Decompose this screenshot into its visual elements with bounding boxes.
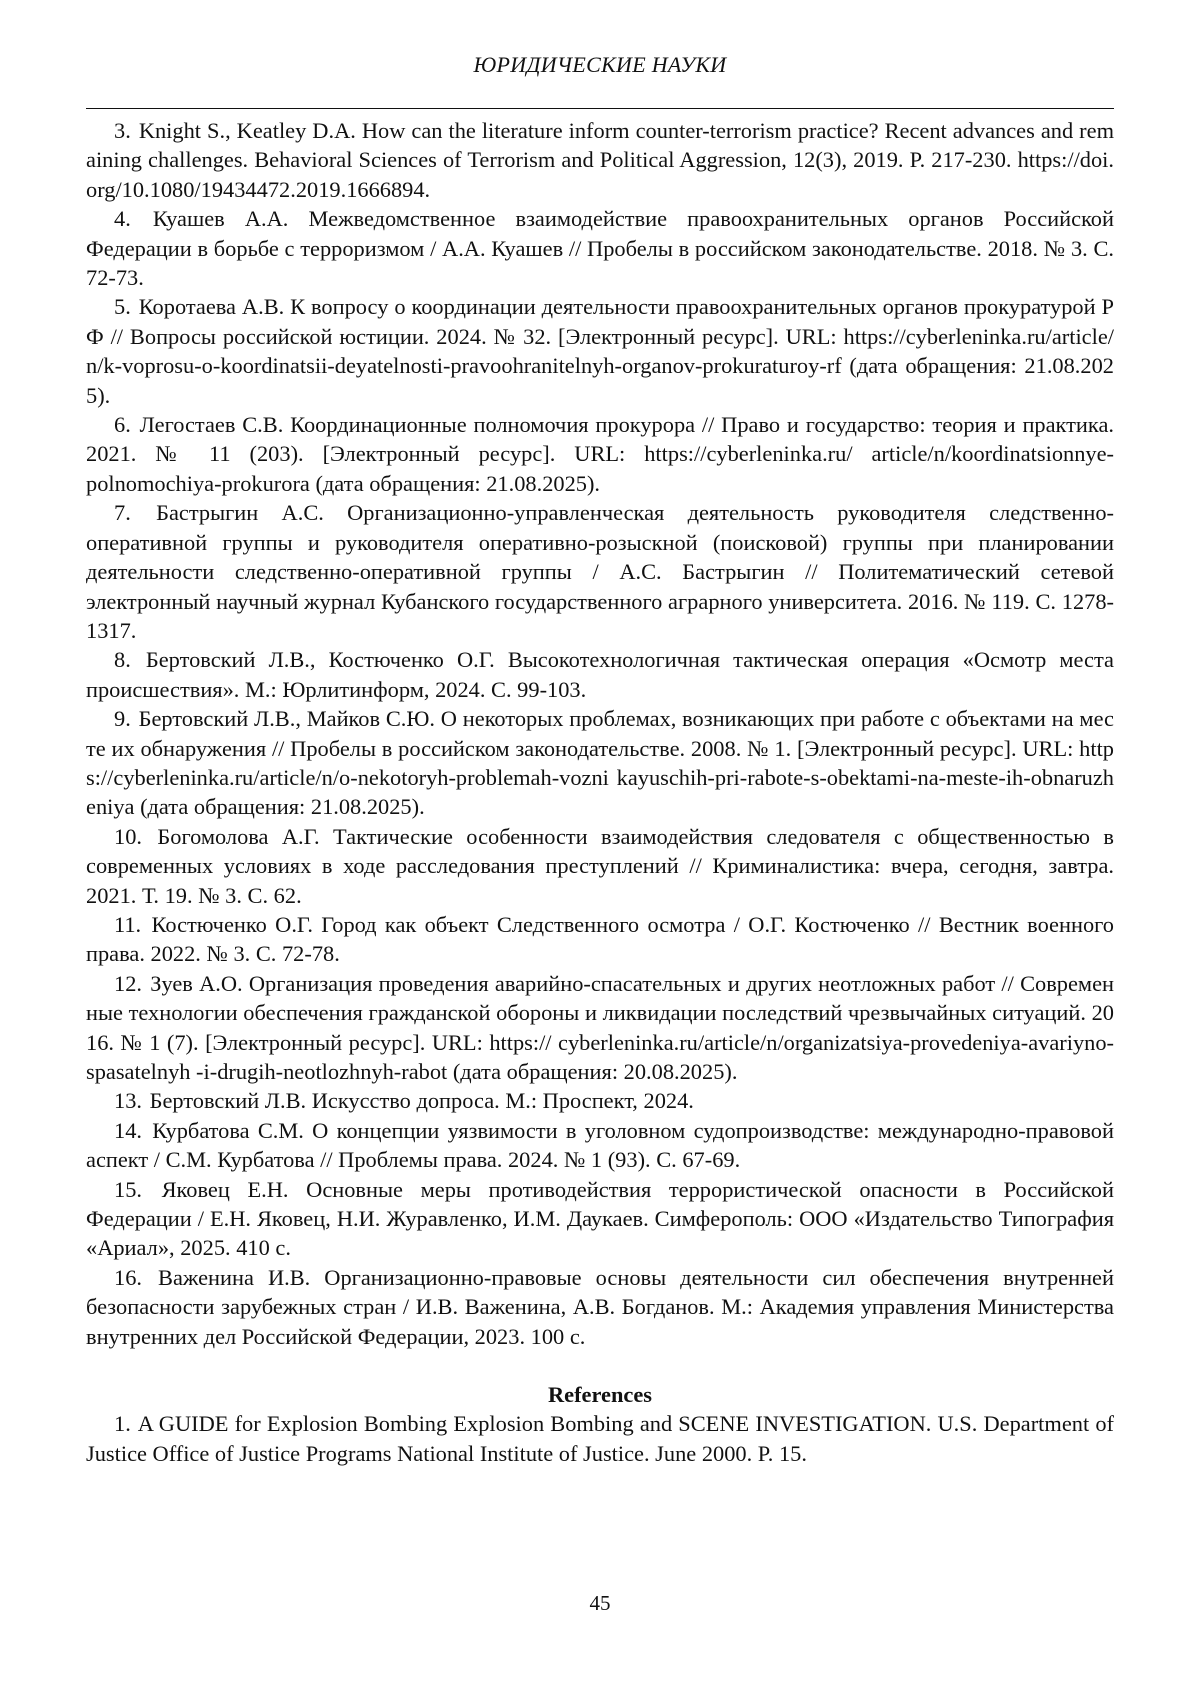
reference-number: 14. [114, 1117, 142, 1143]
reference-entry-6 [86, 410, 1114, 498]
reference-entry-10 [86, 822, 1114, 910]
reference-entry-12 [86, 969, 1114, 1087]
reference-entry-16 [86, 1263, 1114, 1351]
reference-number: 11. [114, 911, 142, 937]
reference-entry-15 [86, 1175, 1114, 1263]
reference-number: 10. [114, 823, 142, 849]
header-divider [86, 108, 1114, 109]
reference-number: 13. [114, 1088, 142, 1114]
english-reference-entry-1 [86, 1409, 1114, 1468]
reference-text: Богомолова А.Г. Тактические особенности взаимодействия следователя с общественностью в современных условиях в ходе расследования преступлений // Криминалистика: вчера, сегодня, завтра. 2021. Т. 19. № 3. С. 62. [86, 823, 1114, 908]
reference-text: A GUIDE for Explosion Bombing Explosion Bombing and SCENE INVESTIGATION. U.S. Department of Justice Office of Justice Programs National Institute of Justice. June 2000. P. 15. [86, 1411, 1114, 1466]
reference-entry-8 [86, 645, 1114, 704]
reference-entry-7 [86, 498, 1114, 645]
reference-entry-11 [86, 910, 1114, 969]
reference-entry-13 [86, 1086, 1114, 1115]
references-section-title: References [547, 1382, 653, 1408]
reference-text: Коротаева А.В. К вопросу о координации деятельности правоохранительных органов прокуратурой РФ // Вопросы российской юстиции. 2024. № 32. [Электронный ресурс]. URL: https://cyberleninka.ru/article/n/k-voprosu-o-koordinatsii-deyatelnosti-pravoohranitelnyh-organov-prokuraturoy-rf (дата обращения: 21.08.2025). [86, 294, 1114, 408]
reference-text: Knight S., Keatley D.A. How can the literature inform counter-terrorism practice? Recent advances and remaining challenges. Behavioral Sciences of Terrorism and Political Aggression, 12(3), 2019. P. 217-230. https://doi.org/10.1080/19434472.2019.1666894. [86, 118, 1114, 202]
reference-entry-5 [86, 292, 1114, 410]
reference-text: Куашев А.А. Межведомственное взаимодействие правоохранительных органов Российской Федерации в борьбе с терроризмом / А.А. Куашев // Пробелы в российском законодательстве. 2018. № 3. С. 72-73. [86, 206, 1114, 291]
reference-text: Курбатова С.М. О концепции уязвимости в уголовном судопроизводстве: международно-правовой аспект / С.М. Курбатова // Проблемы права. 2024. № 1 (93). С. 67-69. [86, 1117, 1114, 1173]
reference-entry-14 [86, 1116, 1114, 1175]
reference-number: 7. [114, 500, 131, 526]
reference-number: 15. [114, 1176, 142, 1202]
reference-number: 4. [114, 206, 131, 232]
reference-text: Бертовский Л.В., Майков С.Ю. О некоторых проблемах, возникающих при работе с объектами на месте их обнаружения // Пробелы в российском законодательстве. 2008. № 1. [Электронный ресурс]. URL: https://cyberleninka.ru/article/n/o-nekotoryh-problemah-vozni kayuschih-pri-rabote-s-obektami-na-meste-ih-obnaruzheniya (дата обращения: 21.08.2025). [86, 706, 1114, 820]
reference-number: 9. [114, 706, 131, 732]
page-number: 45 [589, 1591, 611, 1615]
reference-text: Легостаев С.В. Координационные полномочия прокурора // Право и государство: теория и практика. 2021. № 11 (203). [Электронный ресурс]. URL: https://cyberleninka.ru/ article/n/koordinatsionnye-polnomochiya-prokurora (дата обращения: 21.08.2025). [86, 412, 1114, 496]
reference-number: 5. [114, 294, 131, 320]
reference-number: 6. [114, 412, 131, 438]
reference-entry-3 [86, 116, 1114, 204]
reference-text: Бертовский Л.В., Костюченко О.Г. Высокотехнологичная тактическая операция «Осмотр места происшествия». М.: Юрлитинформ, 2024. С. 99-103. [86, 647, 1114, 702]
reference-text: Зуев А.О. Организация проведения аварийно-спасательных и других неотложных работ // Современные технологии обеспечения гражданской обороны и ликвидации последствий чрезвычайных ситуаций. 2016. № 1 (7). [Электронный ресурс]. URL: https:// cyberleninka.ru/article/n/organizatsiya-provedeniya-avariyno- spasatelnyh -i-drugih-neotlozhnyh-rabot (дата обращения: 20.08.2025). [86, 970, 1114, 1084]
reference-number: 8. [114, 647, 131, 673]
reference-entry-9 [86, 704, 1114, 822]
reference-number: 1. [114, 1411, 131, 1437]
reference-number: 12. [114, 970, 142, 996]
reference-number: 3. [114, 118, 131, 143]
reference-text: Важенина И.В. Организационно-правовые основы деятельности сил обеспечения внутренней безопасности зарубежных стран / И.В. Важенина, А.В. Богданов. М.: Академия управления Министерства внутренних дел Российской Федерации, 2023. 100 с. [86, 1264, 1114, 1349]
reference-text: Костюченко О.Г. Город как объект Следственного осмотра / О.Г. Костюченко // Вестник военного права. 2022. № 3. С. 72-78. [86, 911, 1114, 967]
reference-entry-4 [86, 204, 1114, 292]
reference-list [86, 116, 1114, 1468]
reference-text: Бертовский Л.В. Искусство допроса. М.: Проспект, 2024. [149, 1088, 694, 1114]
reference-number: 16. [114, 1264, 142, 1290]
reference-text: Бастрыгин А.С. Организационно-управленческая деятельность руководителя следственно-оперативной группы и руководителя оперативно-розыскной (поисковой) группы при планировании деятельности следственно-оперативной группы / А.С. Бастрыгин // Политематический сетевой электронный научный журнал Кубанского государственного аграрного университета. 2016. № 119. С. 1278-1317. [86, 500, 1114, 643]
running-header: ЮРИДИЧЕСКИЕ НАУКИ [473, 52, 727, 77]
reference-text: Яковец Е.Н. Основные меры противодействия террористической опасности в Российской Федерации / Е.Н. Яковец, Н.И. Журавленко, И.М. Даукаев. Симферополь: ООО «Издательство Типография «Ариал», 2025. 410 с. [86, 1176, 1114, 1261]
